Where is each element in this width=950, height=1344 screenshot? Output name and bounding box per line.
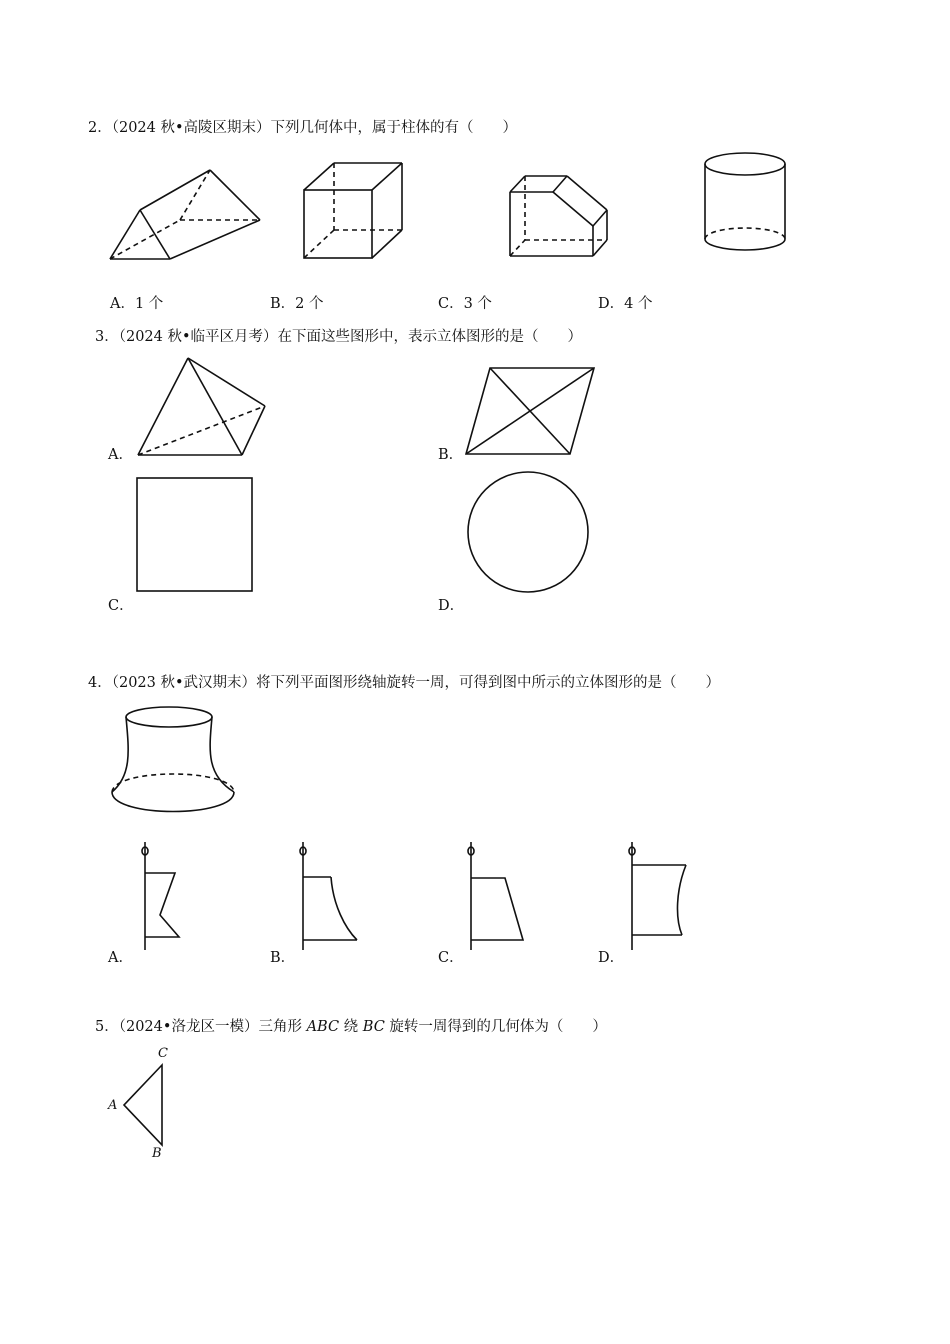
q3-circle-figure xyxy=(464,470,592,596)
q4-stem: 将下列平面图形绕轴旋转一周，可得到图中所示的立体图形的是（ ） xyxy=(256,675,721,691)
q4-option-a[interactable]: A． xyxy=(108,950,133,966)
q2-option-d[interactable]: D．4 个 xyxy=(598,296,653,312)
q2-truncated-prism-figure xyxy=(505,168,615,260)
q2-stem: 下列几何体中，属于柱体的有（ ） xyxy=(270,120,518,136)
q3-header xyxy=(95,328,582,346)
q2-option-c[interactable]: C．3 个 xyxy=(438,296,492,312)
q3-square-figure xyxy=(134,476,256,594)
q5-stem-abc: ABC xyxy=(306,1019,340,1035)
q5-number: 5． xyxy=(95,1019,119,1035)
q4-solid-figure xyxy=(104,700,244,818)
q5-label-b: B xyxy=(152,1146,162,1161)
q2-number: 2． xyxy=(88,120,112,136)
q4-option-b[interactable]: B． xyxy=(270,950,296,966)
q3-tetrahedron-figure xyxy=(134,355,270,459)
q4-option-c-figure xyxy=(458,840,530,952)
q3-option-d[interactable]: D． xyxy=(438,598,465,614)
q5-stem-pre: 三角形 xyxy=(258,1019,307,1035)
q5-header xyxy=(95,1018,607,1036)
q4-header xyxy=(88,674,720,692)
q3-stem: 在下面这些图形中，表示立体图形的是（ ） xyxy=(277,329,583,345)
q2-header xyxy=(88,119,517,137)
q2-cylinder-figure xyxy=(700,150,792,254)
q5-source: （2024•洛龙区一模） xyxy=(118,1019,259,1035)
q5-label-c: C xyxy=(158,1046,168,1061)
q2-triangular-prism-figure xyxy=(105,165,265,265)
q4-option-d-figure xyxy=(620,840,692,952)
q4-source: （2023 秋•武汉期末） xyxy=(111,675,257,691)
q3-number: 3． xyxy=(95,329,119,345)
q4-option-b-figure xyxy=(290,840,362,952)
q2-cube-figure xyxy=(300,160,410,262)
q3-parallelogram-figure xyxy=(462,364,598,458)
q3-source: （2024 秋•临平区月考） xyxy=(118,329,278,345)
q5-stem-post: 旋转一周得到的几何体为（ ） xyxy=(384,1019,607,1035)
q5-triangle-figure xyxy=(120,1060,170,1152)
q4-option-a-figure xyxy=(132,840,192,952)
q3-option-c[interactable]: C． xyxy=(108,598,134,614)
q3-option-b[interactable]: B． xyxy=(438,447,464,463)
q3-option-a[interactable]: A． xyxy=(108,447,133,463)
q2-option-a[interactable]: A．1 个 xyxy=(110,296,164,312)
q4-number: 4． xyxy=(88,675,112,691)
q2-source: （2024 秋•高陵区期末） xyxy=(111,120,271,136)
q5-stem-mid: 绕 xyxy=(339,1019,363,1035)
q2-option-b[interactable]: B．2 个 xyxy=(270,296,324,312)
q5-stem-bc: BC xyxy=(362,1019,385,1035)
q5-label-a: A xyxy=(108,1098,118,1113)
q4-option-d[interactable]: D． xyxy=(598,950,625,966)
q4-option-c[interactable]: C． xyxy=(438,950,464,966)
